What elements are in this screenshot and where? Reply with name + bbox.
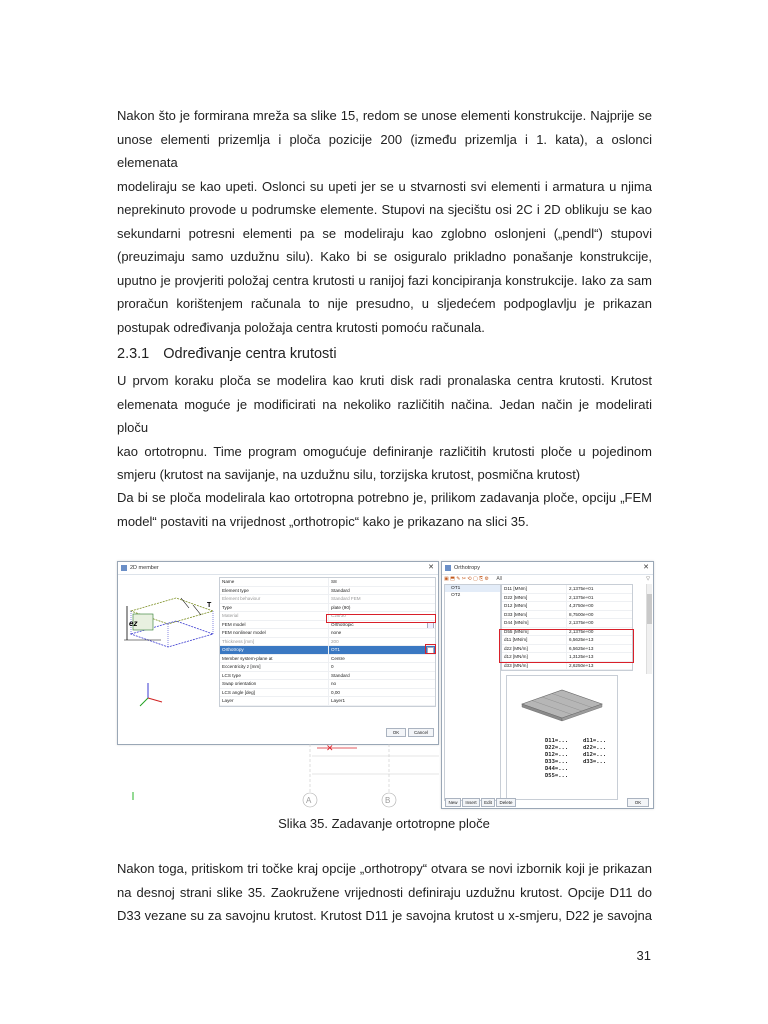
new-button[interactable]: New (445, 798, 461, 807)
table-row[interactable] (502, 602, 632, 611)
property-value: S8 (331, 579, 337, 584)
text-line: proračun korištenjem računala to nije presudno, u sljedećem podpoglavlju je prikazan (117, 296, 652, 311)
filter-icon[interactable]: ▽ (646, 576, 650, 582)
orthotropy-window (441, 561, 654, 809)
legend-axial (583, 738, 606, 766)
row-value[interactable]: 2,1375e+01 (569, 586, 594, 591)
row-name: d33 [MN/m] (502, 662, 567, 670)
text-line: modeliraju se kao upeti. Oslonci su upeti jer se u stvarnosti svi elementi i armatura u njima (117, 178, 652, 194)
insert-button[interactable]: Insert (462, 798, 480, 807)
plate-preview-graphic (517, 684, 607, 724)
legend-item: d22=... (583, 745, 607, 751)
property-name: Type (220, 604, 329, 612)
table-row[interactable] (502, 594, 632, 603)
text-line: na desnoj strani slike 35. Zaokružene vrijednosti definiraju uzdužnu krutost. Opcije D11 do (117, 884, 652, 900)
property-row[interactable] (220, 697, 435, 706)
paragraph-orthotropy (117, 857, 652, 928)
property-name: Layer (220, 697, 329, 705)
fem-model-highlight (326, 614, 436, 623)
app-icon (445, 565, 451, 571)
window-title: Orthotropy (454, 565, 480, 571)
row-name: d12 [MN/m] (502, 653, 567, 661)
property-row[interactable] (220, 689, 435, 698)
property-value: 0 (331, 664, 334, 669)
property-row[interactable] (220, 672, 435, 681)
row-value[interactable]: 2,6250e+13 (569, 662, 594, 668)
property-name: Material (220, 612, 329, 620)
ok-button[interactable]: OK (627, 798, 649, 807)
property-row[interactable] (220, 595, 435, 604)
text-line: U prvom koraku ploča se modelira kao kruti disk radi pronalaska centra krutosti. Krutost (117, 373, 652, 388)
text-line: Nakon što je formirana mreža sa slike 15, redom se unose elementi konstrukcije. Najprije se (117, 108, 652, 123)
text-line: model“ postaviti na vrijednost „orthotropic“ kako je prikazano na slici 35. (117, 513, 529, 529)
toolbar-icons[interactable]: ▣ ⬒ ✎ ✂ ⟲ ▢ ⎘ ⚙ (444, 576, 489, 582)
ok-button[interactable]: OK (386, 728, 406, 737)
row-value[interactable]: 1,3125e+13 (569, 654, 594, 659)
property-row-orthotropy[interactable] (220, 646, 435, 655)
2d-member-window (117, 561, 439, 745)
page-number: 31 (636, 948, 651, 963)
text-line: neprekinuto provode u podrumske elemente. Stupovi na sjecištu osi 2C i 2D oblikuju se kao (117, 202, 652, 217)
row-value[interactable]: 6,5625e+13 (569, 637, 594, 642)
property-row[interactable] (220, 655, 435, 664)
property-row[interactable] (220, 638, 435, 647)
legend-item: D12=... (545, 752, 569, 758)
property-name: Thickness [mm] (220, 638, 329, 646)
text-line: (preuzimaju samo uzdužnu silu). Kako bi se osiguralo prikladno ponašanje konstrukcije, (117, 249, 652, 264)
property-name: Member system-plane at (220, 655, 329, 663)
section-heading (117, 346, 337, 362)
tree-item[interactable]: OT1 (445, 585, 500, 592)
row-value[interactable]: 4,3750e+00 (569, 603, 594, 608)
property-value: Centre (331, 655, 345, 661)
axis-b-label: B (385, 796, 391, 805)
property-grid (219, 577, 436, 707)
property-value: 0,00 (331, 689, 340, 695)
filter-select[interactable]: All (496, 576, 502, 582)
scroll-thumb[interactable] (647, 594, 652, 624)
section-number: 2.3.1 (117, 346, 150, 362)
app-icon (121, 565, 127, 571)
property-name: Element type (220, 587, 329, 595)
property-name: Element behaviour (220, 595, 329, 603)
legend-item: D11=... (545, 738, 569, 744)
legend-item: d33=... (583, 759, 607, 765)
close-icon[interactable]: ✕ (428, 564, 434, 571)
text-line: sekundarni potresni elementi pa se modeliraju kao zglobno oslonjeni („pendl“) stupovi (117, 225, 652, 241)
row-name: D33 [MNm] (502, 611, 567, 619)
figure-35 (117, 561, 652, 809)
legend-item: D55=... (545, 773, 569, 779)
property-name: Eccentricity z [mm] (220, 663, 329, 671)
property-value: no (331, 681, 337, 686)
tree-item[interactable]: OT2 (451, 593, 461, 598)
paragraph-intro (117, 104, 652, 339)
edit-button[interactable]: Edit (481, 798, 495, 807)
property-value: OT1 (331, 647, 340, 652)
property-value: Standard FEM (331, 596, 361, 601)
text-line: elemenata moguće je modificirati na nekoliko različitih načina. Jedan način je modelirati ploču (117, 396, 652, 435)
property-row[interactable] (220, 578, 435, 587)
text-line: kao ortotropnu. Time program omogućuje definiranje različitih krutosti ploče u pojedinom (117, 443, 652, 459)
section-title: Određivanje centra krutosti (163, 346, 337, 362)
axis-a-label: A (306, 796, 312, 805)
text-line: uputno je provjeriti položaj centra krutosti u ranijoj fazi koncipiranja konstrukcije. Iako za sam (117, 272, 652, 288)
text-line: D33 vezane su za savojnu krutost. Krutost D11 je savojna krutost u x-smjeru, D22 je savojna (117, 908, 652, 923)
row-name: D12 [MNm] (502, 602, 567, 610)
paragraph-stiffness (117, 369, 652, 487)
property-name: Name (220, 578, 329, 586)
row-value[interactable]: 2,1375e+00 (569, 628, 594, 634)
property-row[interactable] (220, 604, 435, 613)
row-name: D44 [MN/m] (502, 619, 567, 627)
legend-item: d11=... (583, 738, 607, 744)
row-value[interactable]: 6,5625e+13 (569, 645, 594, 651)
legend-item: D22=... (545, 745, 569, 751)
window-title: 2D member (130, 565, 159, 571)
axial-stiffness-highlight (499, 629, 634, 663)
property-value: plate (90) (331, 604, 351, 610)
property-name: FEM model (220, 621, 329, 629)
property-value: C25/30 (331, 613, 346, 618)
table-row[interactable] (502, 619, 632, 628)
legend-item: D44=... (545, 766, 569, 772)
window-titlebar (118, 562, 438, 575)
property-value: none (331, 630, 342, 635)
model-grid (117, 744, 439, 809)
property-value: 200 (331, 638, 339, 644)
table-row[interactable] (502, 585, 632, 594)
property-row[interactable] (220, 680, 435, 689)
orthotropy-preview (506, 675, 618, 800)
text-line: Nakon toga, pritiskom tri točke kraj opcije „orthotropy“ otvara se novi izbornik koji je prikazan (117, 861, 652, 876)
dim-ez-label: ez (129, 619, 138, 628)
row-value[interactable]: 2,1375e+01 (569, 594, 594, 600)
row-value[interactable]: 8,7500e+00 (569, 611, 594, 617)
orthotropy-tree (444, 584, 501, 801)
row-name: D55 [MN/m] (502, 628, 567, 636)
property-value: Layer1 (331, 698, 346, 703)
figure-caption: Slika 35. Zadavanje ortotropne ploče (278, 816, 490, 831)
scrollbar[interactable] (646, 584, 652, 674)
legend-bending (545, 738, 568, 780)
dim-t-label: T (207, 602, 212, 609)
row-name: D22 [MNm] (502, 594, 567, 602)
row-name: d11 [MN/m] (502, 636, 567, 644)
row-name: d22 [MN/m] (502, 645, 567, 653)
paragraph-fem-model (117, 486, 652, 533)
table-row[interactable] (502, 611, 632, 620)
orthotropy-select[interactable] (329, 646, 435, 654)
orthotropy-button-highlight (425, 644, 436, 654)
close-icon[interactable]: ✕ (643, 564, 649, 571)
axes-icon (136, 680, 166, 710)
legend-item: d12=... (583, 752, 607, 758)
row-name: D11 [MNm] (502, 585, 567, 593)
property-name: Swap orientation (220, 680, 329, 688)
svg-text:✕: ✕ (326, 744, 334, 753)
text-line: Da bi se ploča modelirala kao ortotropna potrebno je, prilikom zadavanja ploče, opciju „FEM (117, 490, 652, 505)
property-row[interactable] (220, 629, 435, 638)
property-row[interactable] (220, 587, 435, 596)
property-row[interactable] (220, 663, 435, 672)
property-value: Standard (331, 672, 350, 678)
property-name: Orthotropy (220, 646, 329, 654)
toolbar (444, 575, 650, 583)
property-value: Standard (331, 587, 350, 593)
row-value[interactable]: 2,1375e+00 (569, 620, 594, 625)
legend-item: D33=... (545, 759, 569, 765)
property-name: LCS angle [deg] (220, 689, 329, 697)
text-line: postupak određivanja položaja centra krutosti pomoću računala. (117, 319, 485, 335)
property-value: Orthotropic (331, 621, 354, 627)
property-name: LCS type (220, 672, 329, 680)
plate-sketch (121, 578, 218, 664)
property-name: FEM nonlinear model (220, 629, 329, 637)
window-titlebar (442, 562, 653, 575)
cancel-button[interactable]: Cancel (408, 728, 434, 737)
delete-button[interactable]: Delete (496, 798, 516, 807)
text-line: smjeru (krutost na savijanje, na uzdužnu silu, torzijska krutost, posmična krutost) (117, 467, 581, 482)
text-line: unose elementi prizemlja i ploča pozicije 200 (između prizemlja i 1. kata), a oslonci elemenata (117, 131, 652, 170)
